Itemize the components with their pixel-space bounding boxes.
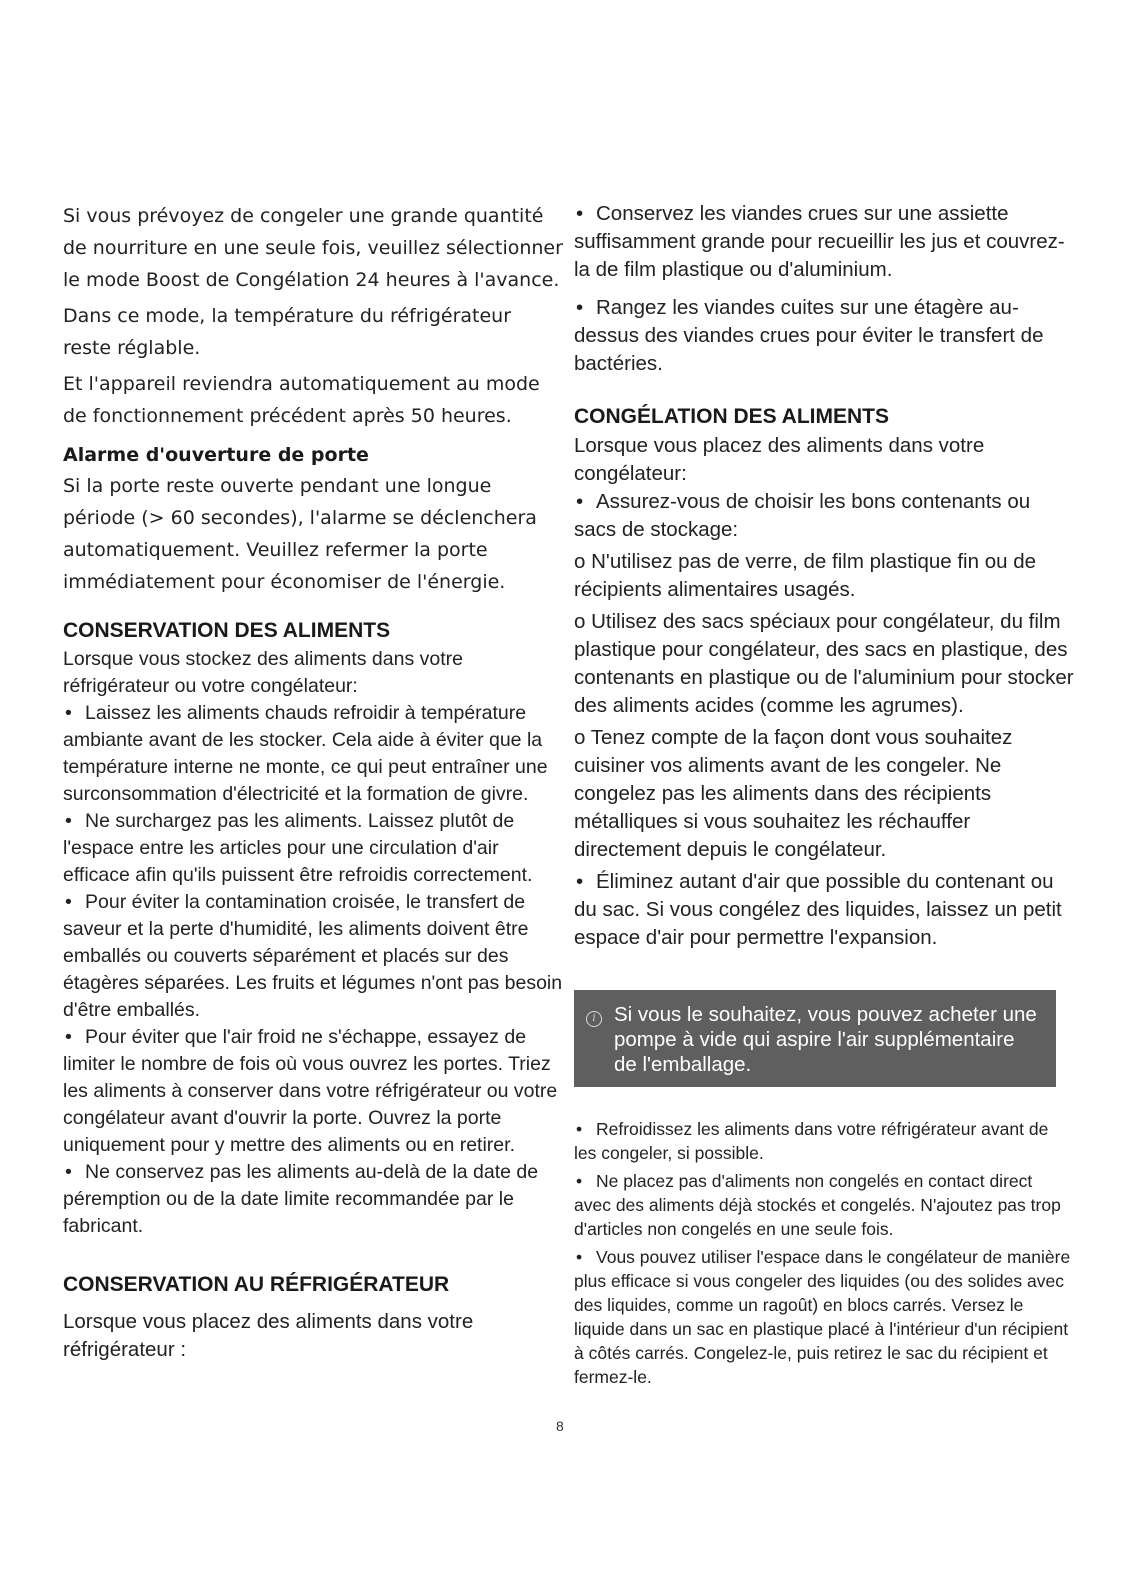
fridge-heading: CONSERVATION AU RÉFRIGÉRATEUR xyxy=(63,1273,450,1296)
intro-paragraph-1: Si vous prévoyez de congeler une grande quantité de nourriture en une seule fois, veuillez sélectionner le mode Boost de Congélation 24 heures à l'avance. xyxy=(63,205,563,291)
freeze-bullet: • Assurez-vous de choisir les bons contenants ou sacs de stockage: xyxy=(574,488,1074,544)
storage-bullet: • Laissez les aliments chauds refroidir à température ambiante avant de les stocker. Cela aide à éviter que la température interne ne monte, ce qui peut entraîner une surconsommation d'électricité et la formation de givre. xyxy=(63,700,563,808)
intro-paragraph-2: Dans ce mode, la température du réfrigérateur reste réglable. xyxy=(63,305,512,359)
info-icon: i xyxy=(586,1011,602,1027)
storage-heading: CONSERVATION DES ALIMENTS xyxy=(63,619,391,642)
fridge-bullet: • Conservez les viandes crues sur une assiette suffisamment grande pour recueillir les jus et couvrez-la de film plastique ou d'aluminium. xyxy=(574,200,1074,284)
fridge-intro: Lorsque vous placez des aliments dans votre réfrigérateur : xyxy=(63,1310,474,1361)
freeze-bullet: • Éliminez autant d'air que possible du contenant ou du sac. Si vous congélez des liquides, laissez un petit espace d'air pour permettre l'expansion. xyxy=(574,868,1074,952)
right-column xyxy=(574,200,1074,1389)
storage-bullet: • Ne conservez pas les aliments au-delà de la date de péremption ou de la date limite recommandée par le fabricant. xyxy=(63,1159,563,1240)
small-bullet: • Refroidissez les aliments dans votre réfrigérateur avant de les congeler, si possible. xyxy=(574,1117,1074,1165)
door-alarm-heading: Alarme d'ouverture de porte xyxy=(63,444,369,466)
freeze-intro: Lorsque vous placez des aliments dans votre congélateur: xyxy=(574,434,985,485)
small-bullets xyxy=(574,1117,1074,1389)
callout-text: Si vous le souhaitez, vous pouvez acheter une pompe à vide qui aspire l'air supplémentaire de l'emballage. xyxy=(614,1003,1037,1076)
freeze-sub-item: o Tenez compte de la façon dont vous souhaitez cuisiner vos aliments avant de les congeler. Ne congelez pas les aliments dans des récipients métalliques si vous souhaitez les réchauffer directement depuis le congélateur. xyxy=(574,726,1013,861)
storage-bullet: • Pour éviter que l'air froid ne s'échappe, essayez de limiter le nombre de fois où vous ouvrez les portes. Triez les aliments à conserver dans votre réfrigérateur ou votre congélateur avant d'ouvrir la porte. Ouvrez la porte uniquement pour y mettre des aliments ou en retirer. xyxy=(63,1024,563,1159)
vacuum-pump-callout xyxy=(574,990,1056,1087)
door-alarm-text: Si la porte reste ouverte pendant une longue période (> 60 secondes), l'alarme se déclenchera automatiquement. Veuillez refermer la porte immédiatement pour économiser de l'énergie. xyxy=(63,475,537,593)
small-bullet: • Vous pouvez utiliser l'espace dans le congélateur de manière plus efficace si vous congeler des liquides (ou des solides avec des liquides, comme un ragoût) en blocs carrés. Versez le liquide dans un sac en plastique placé à l'intérieur d'un récipient à côtés carrés. Congelez-le, puis retirez le sac du récipient et fermez-le. xyxy=(574,1245,1074,1389)
fridge-bullet: • Rangez les viandes cuites sur une étagère au-dessus des viandes crues pour éviter le transfert de bactéries. xyxy=(574,294,1074,378)
freeze-sub-item: o N'utilisez pas de verre, de film plastique fin ou de récipients alimentaires usagés. xyxy=(574,550,1036,601)
storage-bullet: • Pour éviter la contamination croisée, le transfert de saveur et la perte d'humidité, les aliments doivent être emballés ou couverts séparément et placés sur des étagères séparées. Les fruits et légumes n'ont pas besoin d'être emballés. xyxy=(63,889,563,1024)
storage-intro: Lorsque vous stockez des aliments dans votre réfrigérateur ou votre congélateur: xyxy=(63,648,463,697)
small-bullet: • Ne placez pas d'aliments non congelés en contact direct avec des aliments déjà stockés et congelés. N'ajoutez pas trop d'articles non congelés en une seule fois. xyxy=(574,1169,1074,1241)
freeze-heading: CONGÉLATION DES ALIMENTS xyxy=(574,405,889,428)
left-column xyxy=(63,200,563,1364)
freeze-sub-item: o Utilisez des sacs spéciaux pour congélateur, du film plastique pour congélateur, des sacs en plastique, des contenants en plastique ou de l'aluminium pour stocker des aliments acides (comme les agrumes). xyxy=(574,610,1074,717)
page-number: 8 xyxy=(556,1418,564,1434)
storage-bullet: • Ne surchargez pas les aliments. Laissez plutôt de l'espace entre les articles pour une circulation d'air efficace afin qu'ils puissent être refroidis correctement. xyxy=(63,808,563,889)
intro-paragraph-3: Et l'appareil reviendra automatiquement au mode de fonctionnement précédent après 50 heures. xyxy=(63,373,540,427)
